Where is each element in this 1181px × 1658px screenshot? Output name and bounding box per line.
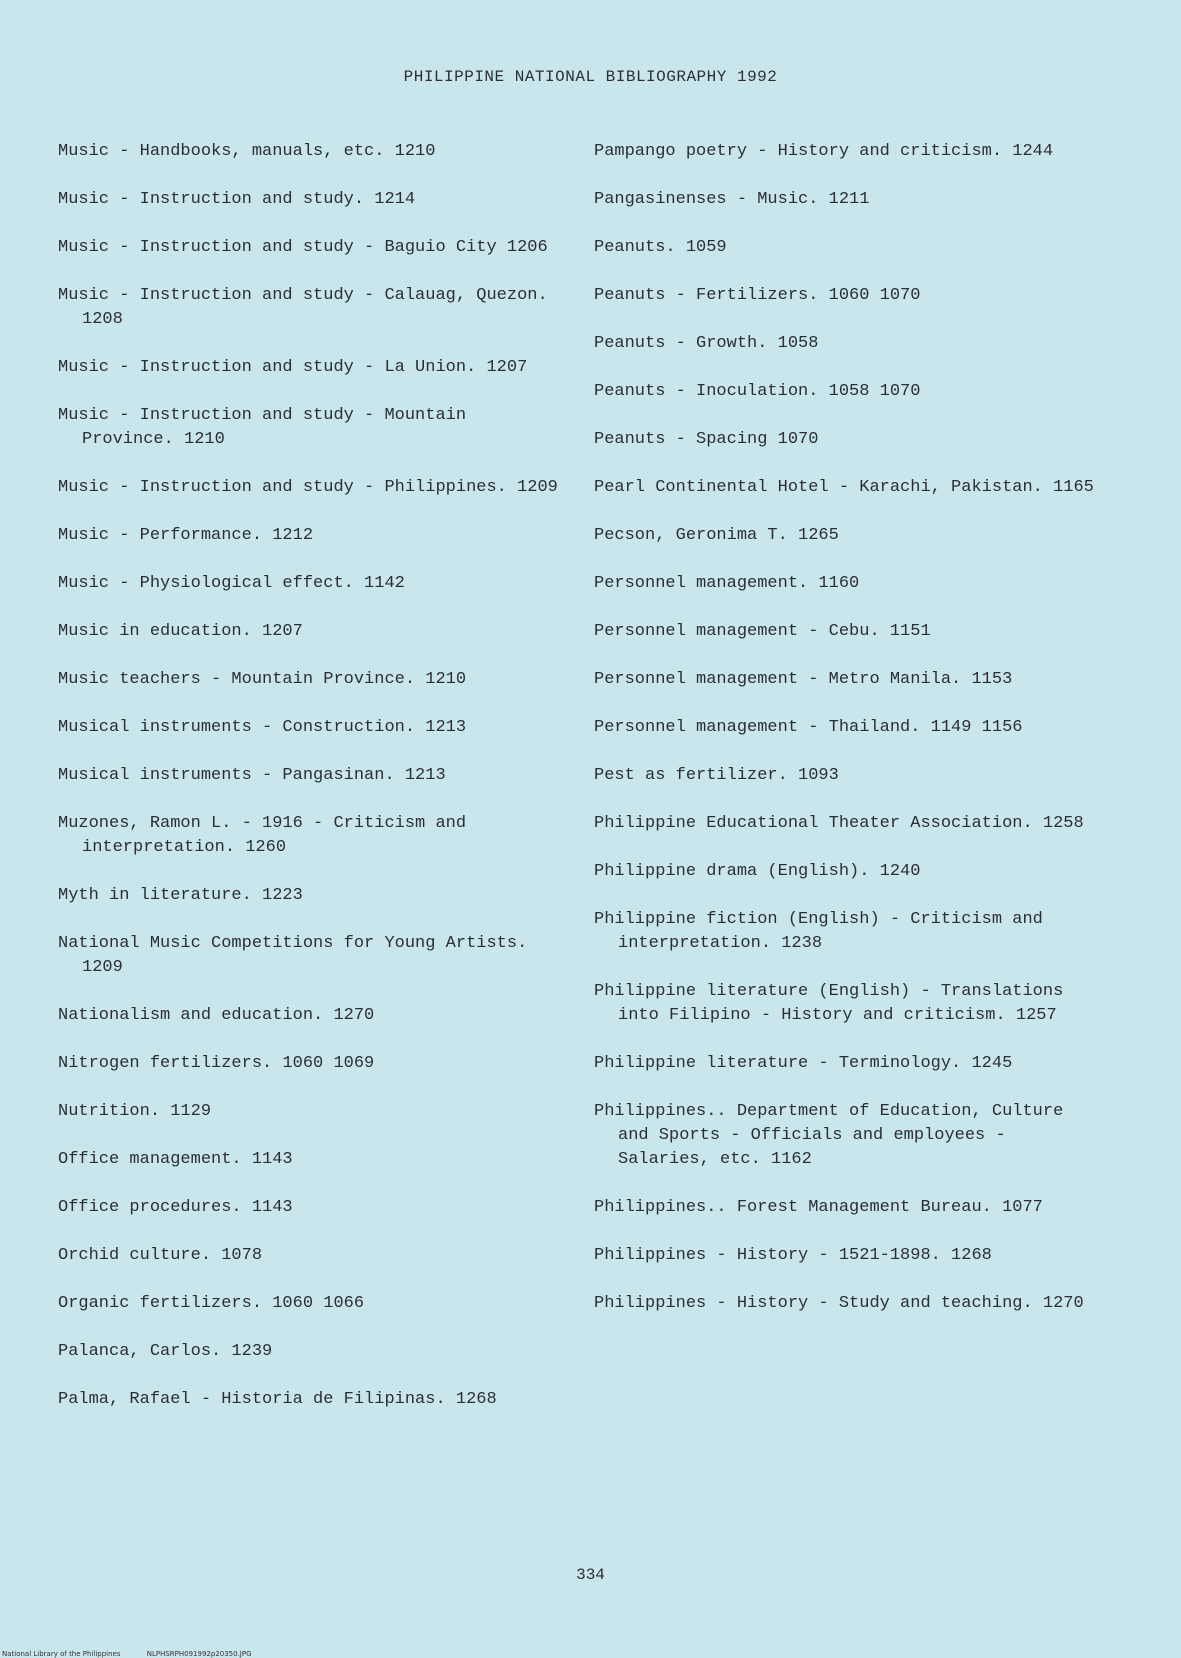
index-entry: Palma, Rafael - Historia de Filipinas. 1268 (58, 1390, 497, 1409)
left-index-column (58, 140, 558, 1436)
index-entry: Musical instruments - Pangasinan. 1213 (58, 766, 446, 785)
index-entry: Personnel management - Thailand. 1149 1156 (594, 718, 1023, 737)
index-entry: Music teachers - Mountain Province. 1210 (58, 670, 467, 689)
index-entry: Music - Physiological effect. 1142 (58, 574, 405, 593)
scan-footer (2, 1650, 276, 1658)
index-entry: Pest as fertilizer. 1093 (594, 766, 839, 785)
index-entry: Philippine drama (English). 1240 (594, 862, 921, 881)
index-entry: National Music Competitions for Young Artists. 1209 (58, 934, 528, 977)
index-entry: Philippines.. Department of Education, Culture and Sports - Officials and employees - Salaries, etc. 1162 (594, 1102, 1064, 1169)
index-entry: Philippines - History - 1521-1898. 1268 (594, 1246, 992, 1265)
index-entry: Pearl Continental Hotel - Karachi, Pakistan. 1165 (594, 478, 1094, 497)
right-index-column (594, 140, 1094, 1340)
index-entry: Office management. 1143 (58, 1150, 293, 1169)
index-entry: Peanuts - Growth. 1058 (594, 334, 819, 353)
index-entry: Peanuts - Spacing 1070 (594, 430, 819, 449)
index-entry: Peanuts - Fertilizers. 1060 1070 (594, 286, 921, 305)
index-entry: Personnel management - Cebu. 1151 (594, 622, 931, 641)
index-entry: Personnel management - Metro Manila. 1153 (594, 670, 1013, 689)
index-entry: Pampango poetry - History and criticism. 1244 (594, 142, 1054, 161)
index-entry: Personnel management. 1160 (594, 574, 860, 593)
index-entry: Palanca, Carlos. 1239 (58, 1342, 273, 1361)
index-entry: Philippine literature (English) - Translations into Filipino - History and criticism. 1257 (594, 982, 1064, 1025)
index-entry: Music in education. 1207 (58, 622, 303, 641)
index-entry: Music - Instruction and study. 1214 (58, 190, 416, 209)
index-entry: Music - Instruction and study - Baguio City 1206 (58, 238, 548, 257)
index-entry: Music - Handbooks, manuals, etc. 1210 (58, 142, 436, 161)
index-entry: Music - Instruction and study - Mountain Province. 1210 (58, 406, 467, 449)
index-entry: Pecson, Geronima T. 1265 (594, 526, 839, 545)
index-entry: Nitrogen fertilizers. 1060 1069 (58, 1054, 375, 1073)
index-entry: Philippine fiction (English) - Criticism and interpretation. 1238 (594, 910, 1043, 953)
index-entry: Peanuts - Inoculation. 1058 1070 (594, 382, 921, 401)
index-entry: Muzones, Ramon L. - 1916 - Criticism and interpretation. 1260 (58, 814, 467, 857)
index-entry: Nationalism and education. 1270 (58, 1006, 375, 1025)
index-entry: Pangasinenses - Music. 1211 (594, 190, 870, 209)
index-entry: Philippine literature - Terminology. 1245 (594, 1054, 1013, 1073)
index-entry: Music - Instruction and study - Calauag, Quezon. 1208 (58, 286, 548, 329)
footer-file: NLPHSRPH091992p20350.JPG (146, 1650, 252, 1658)
index-entry: Myth in literature. 1223 (58, 886, 303, 905)
index-entry: Office procedures. 1143 (58, 1198, 293, 1217)
page-number: 334 (576, 1566, 605, 1584)
index-entry: Philippines.. Forest Management Bureau. 1077 (594, 1198, 1043, 1217)
index-entry: Music - Performance. 1212 (58, 526, 314, 545)
index-entry: Nutrition. 1129 (58, 1102, 212, 1121)
footer-library: National Library of the Philippines (2, 1650, 121, 1658)
index-entry: Music - Instruction and study - La Union. 1207 (58, 358, 528, 377)
index-entry: Orchid culture. 1078 (58, 1246, 263, 1265)
index-entry: Musical instruments - Construction. 1213 (58, 718, 467, 737)
index-entry: Philippines - History - Study and teaching. 1270 (594, 1294, 1084, 1313)
index-entry: Peanuts. 1059 (594, 238, 727, 257)
index-entry: Music - Instruction and study - Philippines. 1209 (58, 478, 558, 497)
index-entry: Philippine Educational Theater Association. 1258 (594, 814, 1084, 833)
index-entry: Organic fertilizers. 1060 1066 (58, 1294, 365, 1313)
page-title: PHILIPPINE NATIONAL BIBLIOGRAPHY 1992 (403, 68, 778, 86)
